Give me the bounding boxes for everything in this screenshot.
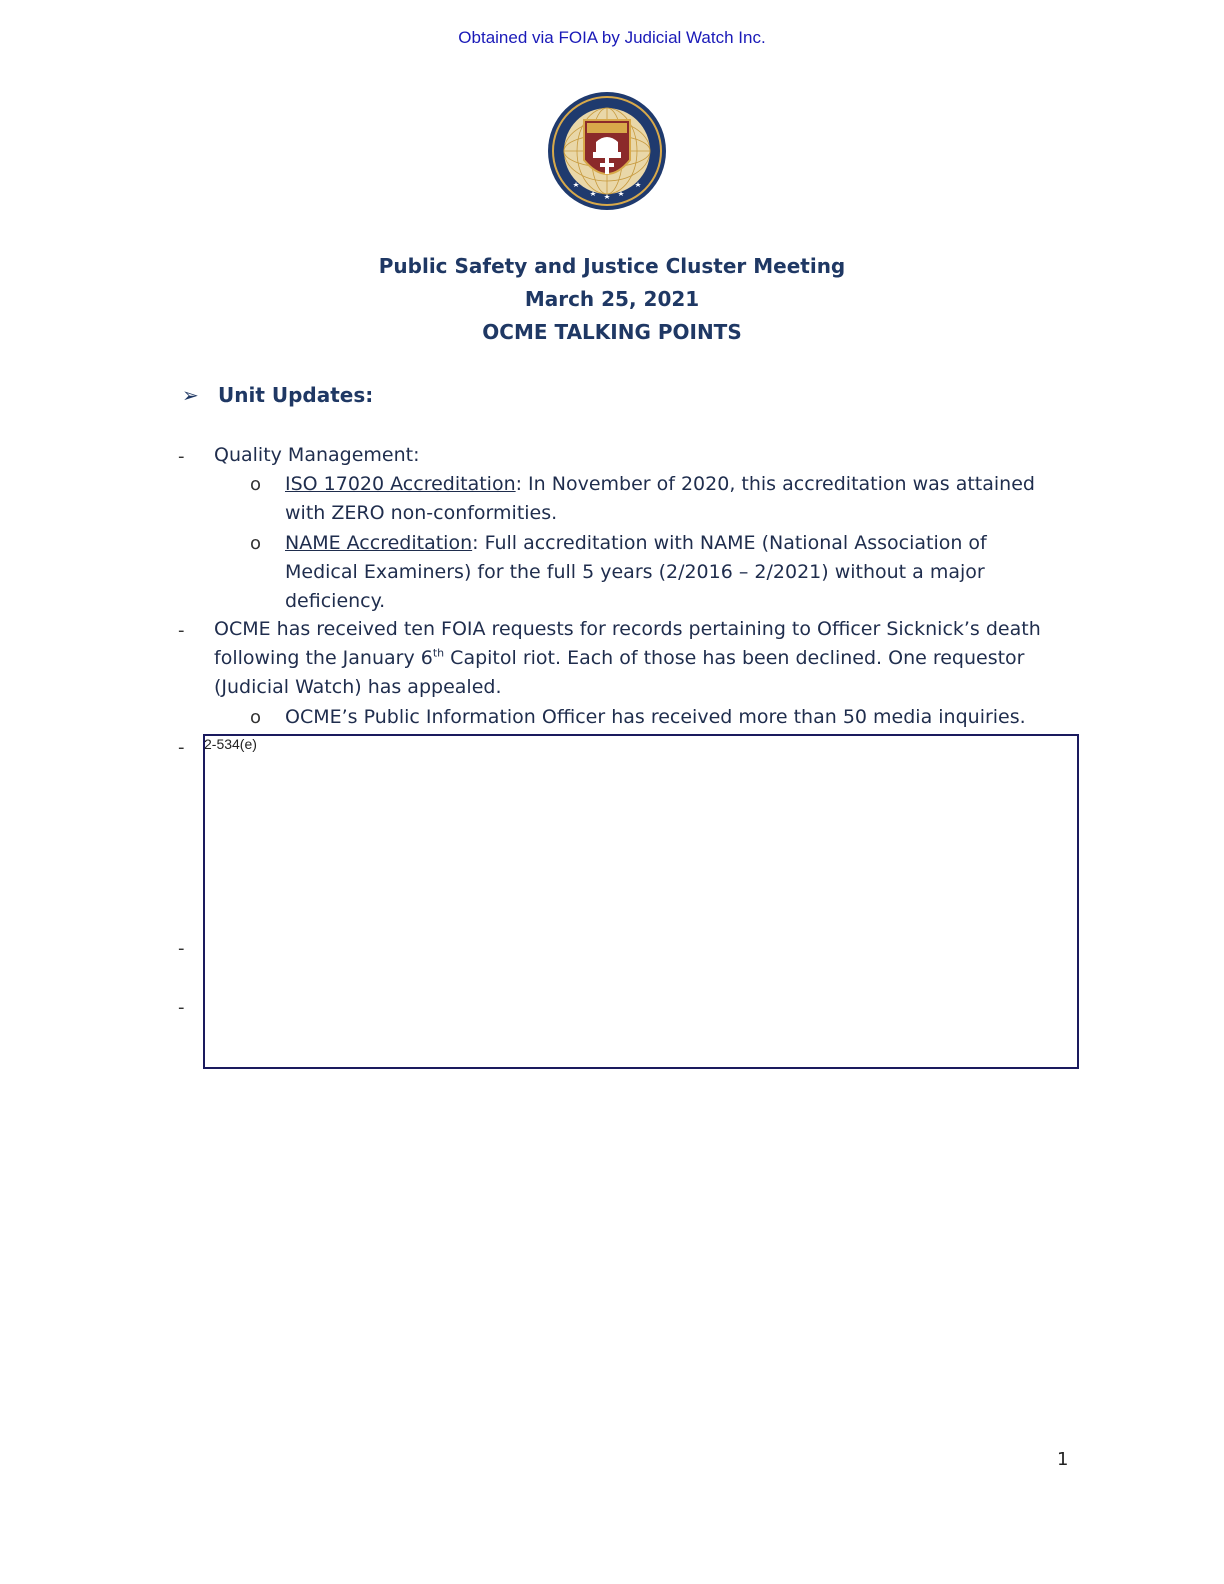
talking-points-title: OCME TALKING POINTS bbox=[482, 320, 742, 344]
dash-bullet: - bbox=[178, 737, 185, 758]
dash-bullet: - bbox=[178, 997, 185, 1018]
iso-accreditation-item: ISO 17020 Accreditation: In November of 2020, this accreditation was attained with ZERO non-conformities. bbox=[285, 473, 1035, 524]
foia-watermark: Obtained via FOIA by Judicial Watch Inc. bbox=[458, 28, 766, 47]
dash-bullet: - bbox=[178, 938, 185, 959]
section-heading bbox=[182, 383, 373, 407]
name-accreditation-link: NAME Accreditation bbox=[285, 532, 473, 554]
meeting-title: Public Safety and Justice Cluster Meeting bbox=[378, 254, 846, 278]
pio-inquiries-item: OCME’s Public Information Officer has received more than 50 media inquiries. bbox=[285, 706, 1026, 728]
ocme-seal-logo bbox=[546, 90, 668, 212]
document-title-block bbox=[0, 250, 1224, 349]
dash-bullet: - bbox=[178, 446, 185, 467]
quality-management-label: Quality Management: bbox=[214, 444, 420, 466]
name-accreditation-item: NAME Accreditation: Full accreditation with NAME (National Association of Medical Examiners) for the full 5 years (2/2016 – 2/2021) without a major deficiency. bbox=[285, 532, 987, 612]
iso-accreditation-link: ISO 17020 Accreditation bbox=[285, 473, 516, 495]
dash-bullet: - bbox=[178, 620, 185, 641]
foia-requests-item: OCME has received ten FOIA requests for records pertaining to Officer Sicknick’s death following the January 6th Capitol riot. Each of those has been declined. One requestor (Judicial Watch) has appealed. bbox=[214, 618, 1041, 698]
meeting-date: March 25, 2021 bbox=[524, 287, 700, 311]
redaction-box bbox=[203, 734, 1079, 1069]
unit-updates-heading: Unit Updates: bbox=[218, 383, 374, 407]
arrow-bullet-icon: ➢ bbox=[182, 383, 199, 407]
circle-bullet: o bbox=[250, 533, 262, 554]
circle-bullet: o bbox=[250, 474, 262, 495]
page-number: 1 bbox=[1057, 1449, 1069, 1470]
circle-bullet: o bbox=[250, 707, 262, 728]
redaction-exemption-code: 2-534(e) bbox=[204, 736, 257, 752]
